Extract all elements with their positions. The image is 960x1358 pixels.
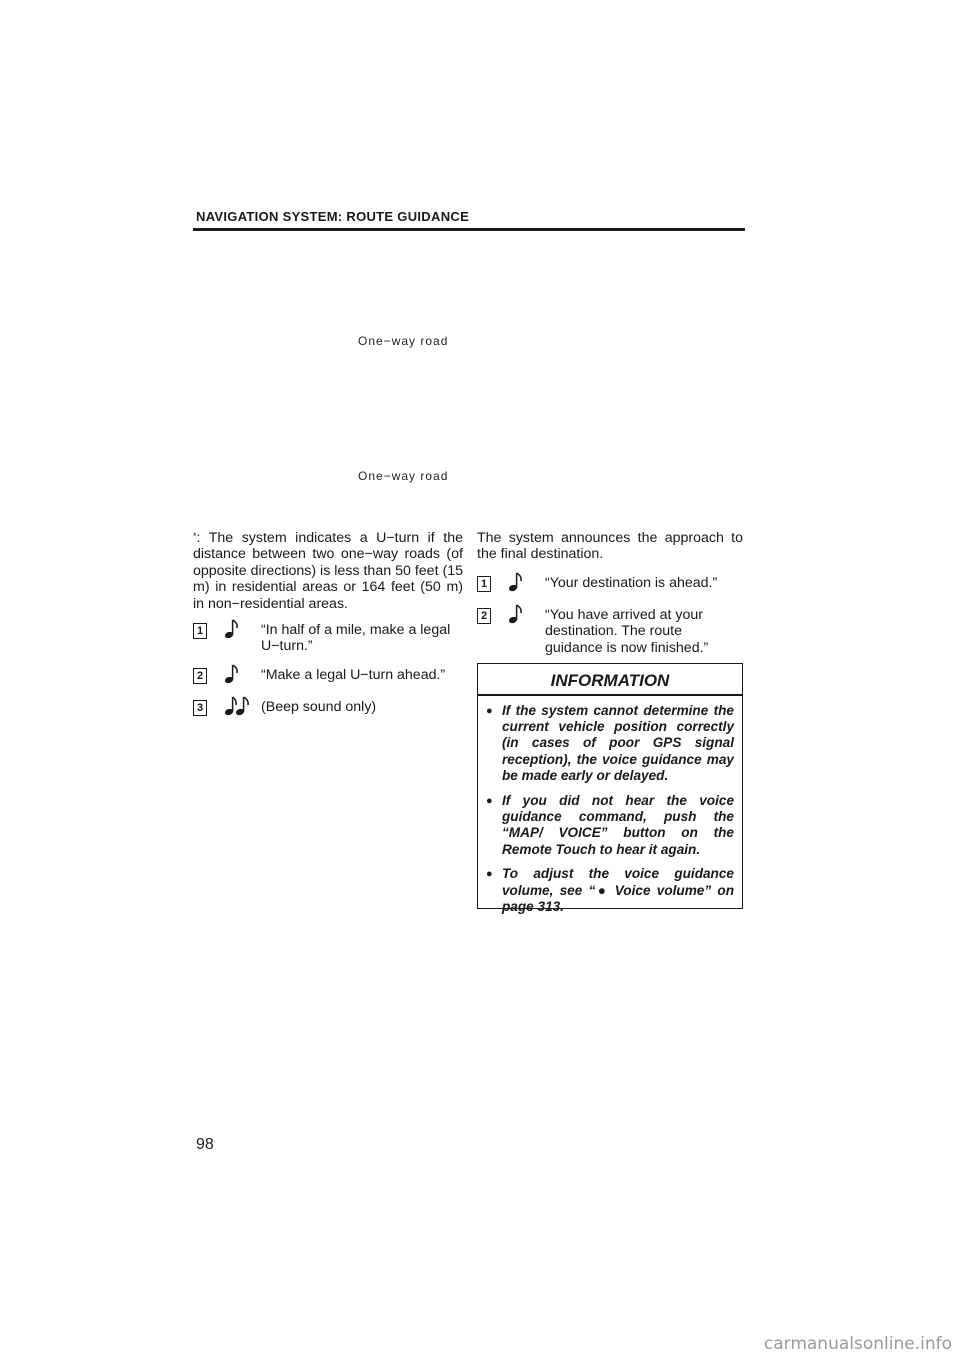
page-header-title: NAVIGATION SYSTEM: ROUTE GUIDANCE (196, 209, 470, 224)
uturn-note-text: : The system indicates a U−turn if the distance between two one−way roads (of opposite directions) is less than 50 feet (15 m) in residential areas or 164 feet (50 m) in non−residential areas. (193, 530, 463, 612)
double-note-icon (223, 694, 251, 718)
item-text: “Make a legal U−turn ahead.” (261, 666, 446, 683)
page-number: 98 (196, 1136, 214, 1153)
item-text: “Your destination is ahead.” (545, 574, 718, 591)
list-item (193, 667, 463, 687)
item-number-box: 2 (193, 668, 207, 684)
destination-intro: The system announces the approach to the final destination. (477, 530, 743, 563)
item-text: (Beep sound only) (261, 698, 377, 715)
list-item (477, 607, 743, 656)
information-item (486, 703, 734, 785)
information-box (477, 663, 743, 914)
information-item (486, 866, 734, 915)
item-text: “In half of a mile, make a legal U−turn.” (261, 622, 451, 655)
single-note-icon (223, 617, 243, 641)
item-number-box: 1 (193, 623, 207, 639)
figure-label-top: One−way road (358, 334, 449, 348)
asterisk-marker: * (193, 531, 197, 541)
figure-label-bottom: One−way road (358, 469, 449, 483)
bullet-icon: ● (486, 794, 493, 807)
list-item (477, 575, 743, 595)
information-title: INFORMATION (550, 671, 670, 690)
watermark[interactable]: carmanualsonline.info (763, 1334, 952, 1354)
information-item (486, 793, 734, 859)
single-note-icon (507, 570, 527, 594)
single-note-icon (507, 602, 527, 626)
right-column (477, 530, 743, 656)
item-number-box: 2 (477, 608, 491, 624)
information-item-text: If you did not hear the voice guidance command, push the “MAP/ VOICE” button on the Remote Touch to hear it again. (502, 792, 734, 857)
uturn-note (193, 530, 463, 612)
single-note-icon (223, 662, 243, 686)
list-item (193, 622, 463, 655)
information-item-text: If the system cannot determine the current vehicle position correctly (in cases of poor GPS signal reception), the voice guidance may be made early or delayed. (502, 702, 734, 784)
information-item-text: To adjust the voice guidance volume, see “● Voice volume” on page 313. (502, 866, 734, 914)
left-column (193, 530, 463, 719)
list-item (193, 699, 463, 719)
item-text: “You have arrived at your destination. The route guidance is now finished.” (545, 606, 709, 656)
header-rule (193, 228, 745, 231)
item-number-box: 1 (477, 576, 491, 592)
item-number-box: 3 (193, 700, 207, 716)
information-list (478, 696, 742, 916)
bullet-icon: ● (486, 868, 493, 881)
bullet-icon: ● (486, 704, 493, 717)
